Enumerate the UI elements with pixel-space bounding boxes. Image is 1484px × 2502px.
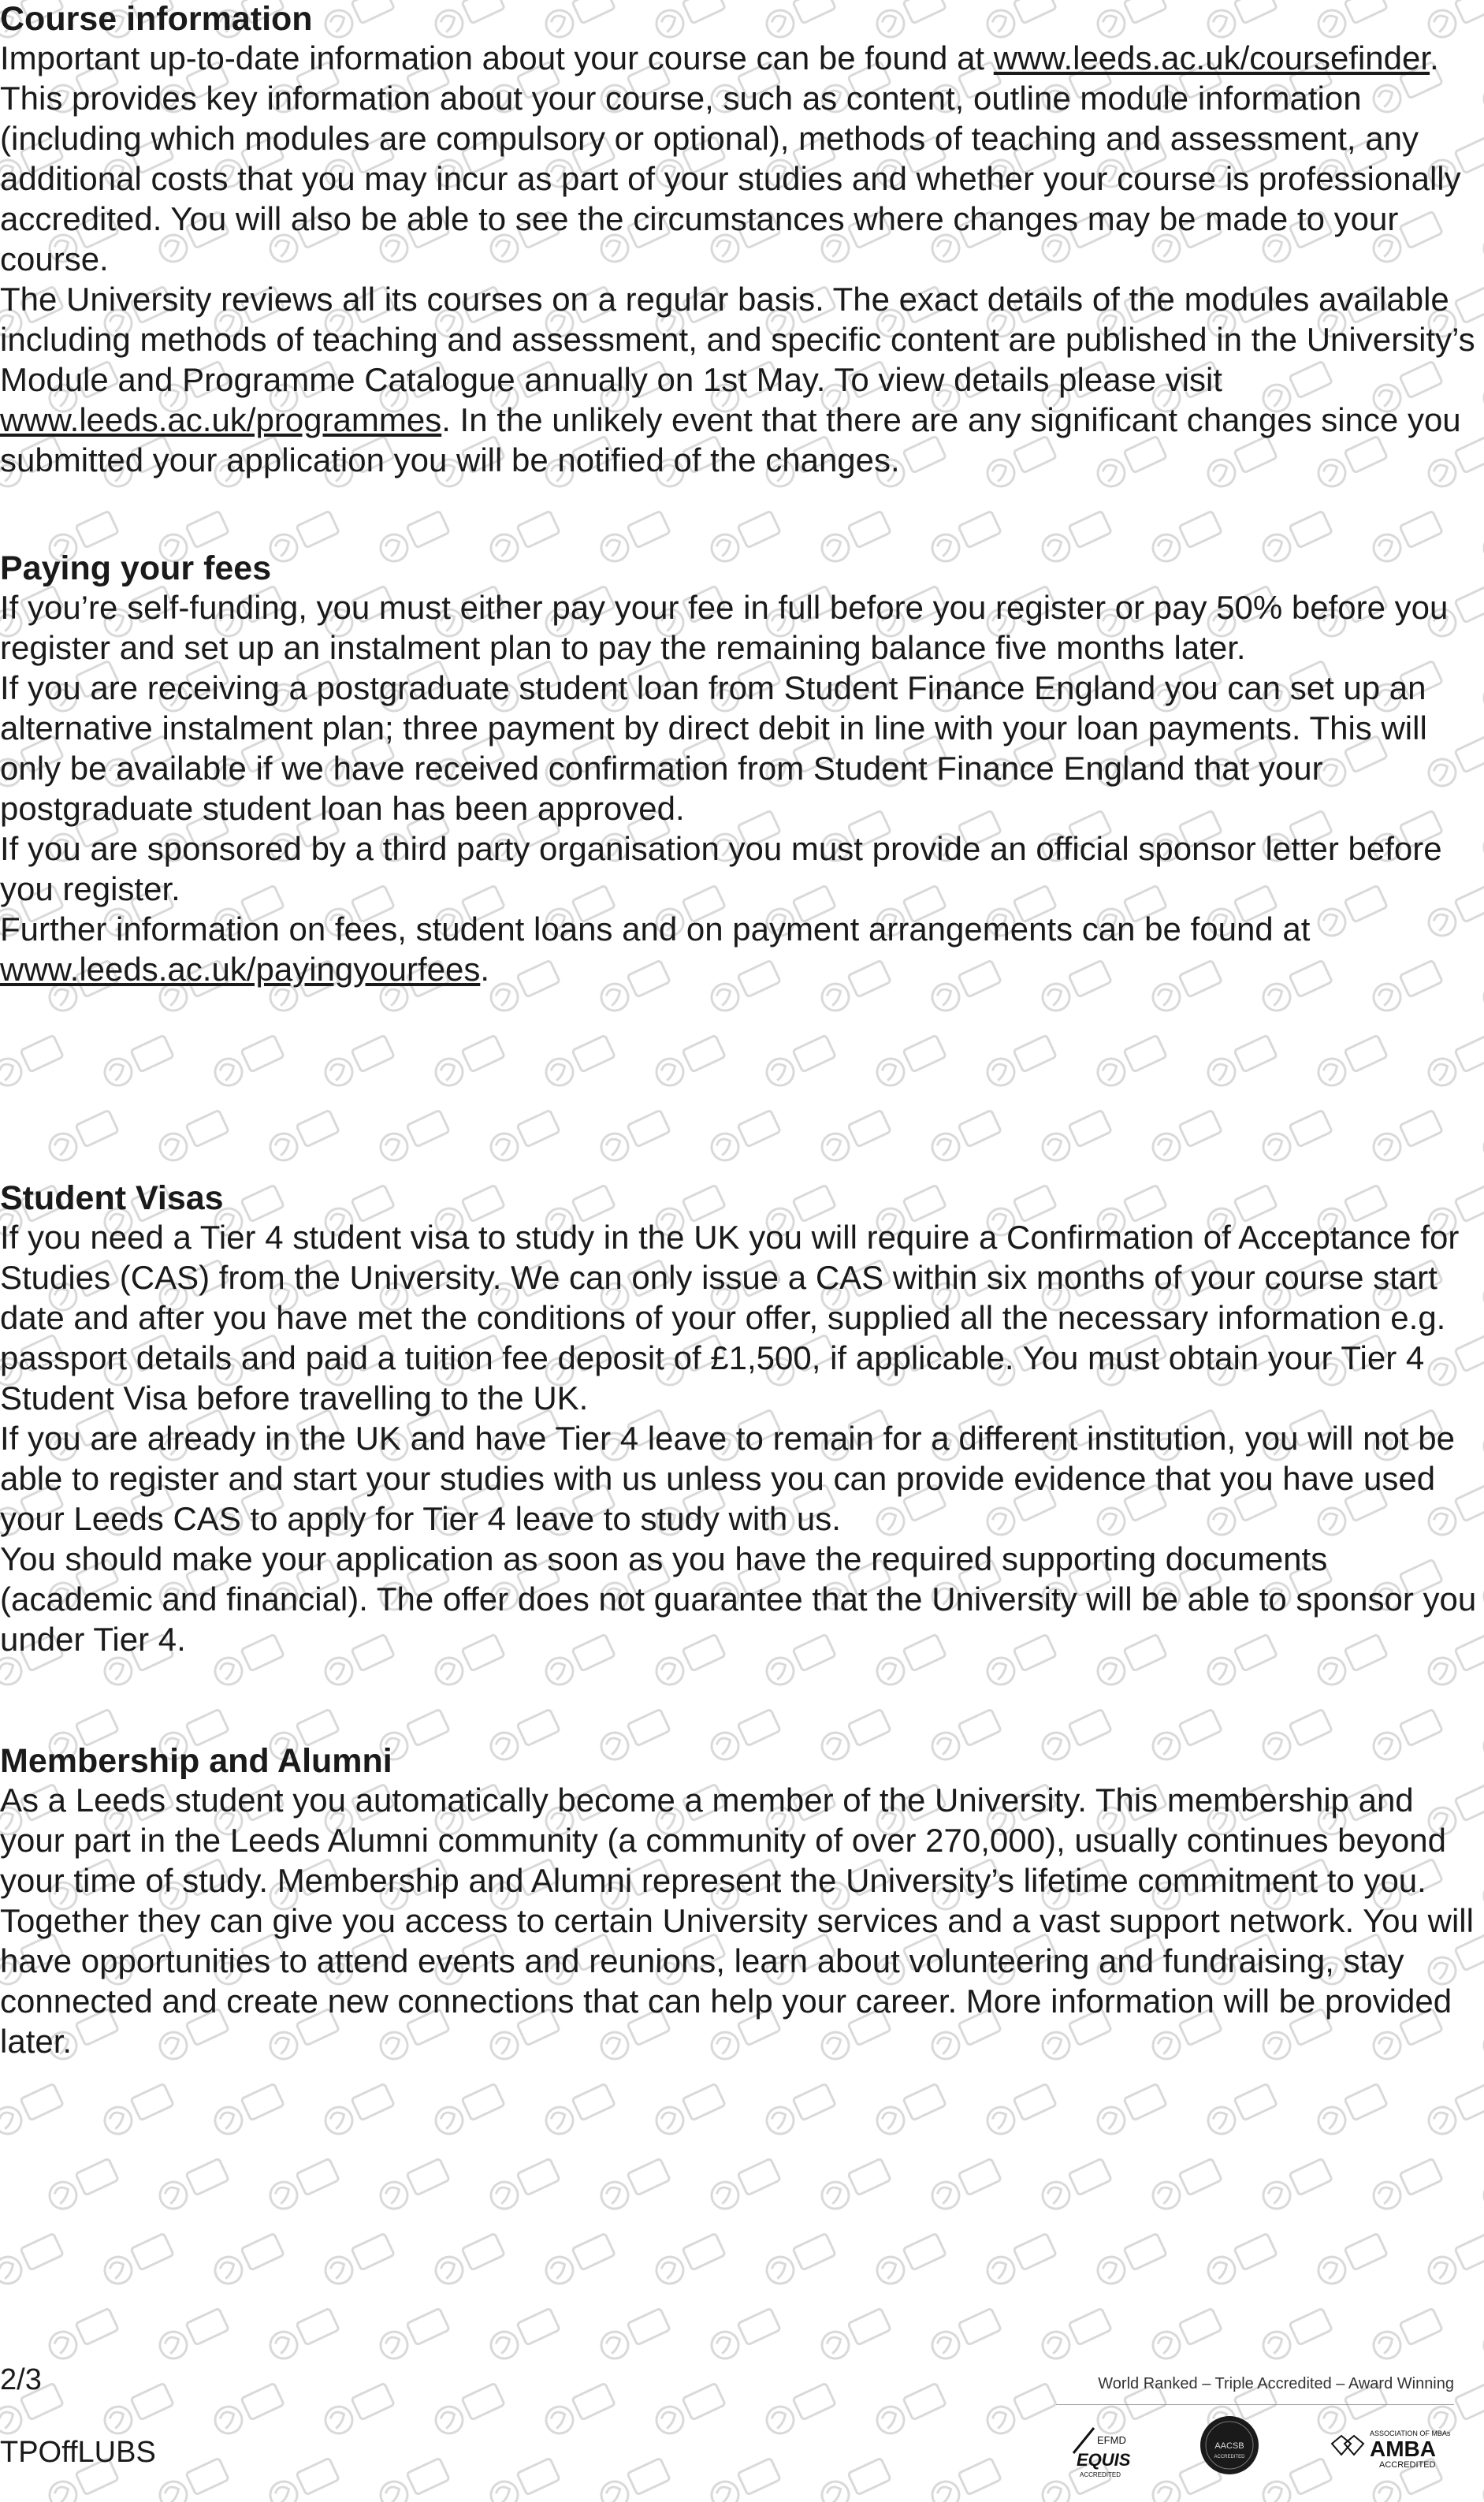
watermark-mark bbox=[652, 2083, 727, 2138]
watermark-mark bbox=[1203, 2083, 1278, 2138]
watermark-mark bbox=[817, 1110, 892, 1164]
paragraph: Important up-to-date information about your course can be found at www.leeds.ac.uk/coursefinder. This provides key information about your course, such as content, outline module information (including which modules are compulsory or optional), methods of teaching and assessment, any additional costs that you may incur as part of your studies and whether your course is professionally accredited. You will also be able to see the circumstances where changes may be made to your course. bbox=[0, 39, 1461, 277]
watermark-mark bbox=[1369, 2308, 1444, 2362]
watermark-mark bbox=[0, 2083, 65, 2138]
watermark-mark bbox=[928, 2158, 1002, 2213]
watermark-mark bbox=[1259, 1110, 1333, 1164]
watermark-mark bbox=[210, 2383, 285, 2437]
watermark-mark bbox=[431, 1035, 506, 1089]
watermark-mark bbox=[1038, 2308, 1113, 2362]
watermark-mark bbox=[210, 2233, 285, 2288]
watermark-mark bbox=[431, 2383, 506, 2437]
watermark-mark bbox=[0, 2233, 65, 2288]
heading-paying-fees: Paying your fees bbox=[0, 549, 272, 587]
section-course-information bbox=[0, 0, 1480, 480]
accreditation-logos bbox=[1056, 2414, 1458, 2485]
watermark-mark bbox=[652, 1035, 727, 1089]
watermark-mark bbox=[45, 2158, 120, 2213]
paragraph: If you’re self-funding, you must either pay your fee in full before you register or pay 50% before you register and set up an instalment plan to pay the remaining balance five months later. bbox=[0, 589, 1449, 666]
watermark-mark bbox=[872, 2383, 947, 2437]
page-number: 2/3 bbox=[0, 2363, 42, 2396]
watermark-mark bbox=[1424, 2083, 1484, 2138]
watermark-mark bbox=[45, 1110, 120, 1164]
watermark-mark bbox=[541, 2383, 616, 2437]
paragraph: You should make your application as soon as you have the required supporting documents (academic and financial). The offer does not guarantee that the University will be able to sponsor you under Tier 4. bbox=[0, 1540, 1477, 1658]
svg-text:AACSB: AACSB bbox=[1214, 2441, 1244, 2451]
watermark-mark bbox=[1259, 2158, 1333, 2213]
watermark-mark bbox=[100, 2083, 175, 2138]
watermark-mark bbox=[431, 2233, 506, 2288]
watermark-mark bbox=[1369, 1110, 1444, 1164]
watermark-mark bbox=[376, 2158, 451, 2213]
watermark-mark bbox=[597, 2158, 671, 2213]
svg-text:EFMD: EFMD bbox=[1097, 2434, 1126, 2446]
watermark-mark bbox=[1203, 2233, 1278, 2288]
watermark-mark bbox=[266, 2158, 340, 2213]
watermark-mark bbox=[707, 2458, 782, 2502]
watermark-mark bbox=[541, 2083, 616, 2138]
heading-course-information: Course information bbox=[0, 0, 313, 38]
watermark-mark bbox=[707, 2308, 782, 2362]
equis-logo bbox=[1056, 2422, 1151, 2485]
watermark-mark bbox=[983, 2383, 1058, 2437]
watermark-mark bbox=[0, 1035, 65, 1089]
watermark-mark bbox=[817, 2308, 892, 2362]
watermark-mark bbox=[155, 2458, 230, 2502]
watermark-mark bbox=[872, 1035, 947, 1089]
watermark-mark bbox=[486, 2158, 561, 2213]
watermark-mark bbox=[1479, 1110, 1484, 1164]
watermark-mark bbox=[762, 2083, 837, 2138]
watermark-mark bbox=[983, 2083, 1058, 2138]
watermark-mark bbox=[155, 1110, 230, 1164]
svg-text:EQUIS: EQUIS bbox=[1077, 2450, 1131, 2470]
watermark-mark bbox=[762, 2233, 837, 2288]
watermark-mark bbox=[1369, 2158, 1444, 2213]
watermark-mark bbox=[983, 2233, 1058, 2288]
svg-text:AMBA: AMBA bbox=[1370, 2437, 1436, 2461]
watermark-mark bbox=[100, 2233, 175, 2288]
document-reference: TPOffLUBS bbox=[0, 2436, 156, 2469]
watermark-mark bbox=[1479, 2308, 1484, 2362]
paragraph: As a Leeds student you automatically become a member of the University. This membership and your part in the Leeds Alumni community (a community of over 270,000), usually continues beyond your time of study. Membership and Alumni represent the University’s lifetime commitment to you. Together they can give you access to certain University services and a vast support network. You will have opportunities to attend events and reunions, learn about volunteering and fundraising, stay connected and create new connections that can help your career. More information will be provided later. bbox=[0, 1782, 1474, 2060]
watermark-mark bbox=[45, 2308, 120, 2362]
heading-student-visas: Student Visas bbox=[0, 1179, 224, 1217]
watermark-mark bbox=[1314, 1035, 1389, 1089]
watermark-mark bbox=[707, 1110, 782, 1164]
section-student-visas bbox=[0, 1179, 1480, 1659]
watermark-mark bbox=[321, 1035, 396, 1089]
watermark-mark bbox=[1093, 1035, 1168, 1089]
watermark-mark bbox=[210, 1035, 285, 1089]
watermark-mark bbox=[266, 2308, 340, 2362]
paragraph: If you are already in the UK and have Tier 4 leave to remain for a different institution, you will not be able to register and start your studies with us unless you can provide evidence that you have used your Leeds CAS to apply for Tier 4 leave to study with us. bbox=[0, 1420, 1455, 1537]
section-paying-fees bbox=[0, 549, 1480, 989]
footer-divider bbox=[1056, 2404, 1454, 2405]
watermark-mark bbox=[1314, 2083, 1389, 2138]
watermark-mark bbox=[652, 2383, 727, 2437]
watermark-mark bbox=[1479, 2158, 1484, 2213]
watermark-mark bbox=[1148, 1110, 1223, 1164]
watermark-mark bbox=[1314, 2233, 1389, 2288]
watermark-mark bbox=[1424, 2233, 1484, 2288]
watermark-mark bbox=[1093, 2083, 1168, 2138]
watermark-mark bbox=[541, 2233, 616, 2288]
watermark-mark bbox=[762, 2383, 837, 2437]
heading-membership-alumni: Membership and Alumni bbox=[0, 1742, 392, 1780]
watermark-mark bbox=[1424, 1035, 1484, 1089]
watermark-mark bbox=[376, 2308, 451, 2362]
paragraph: If you are sponsored by a third party organisation you must provide an official sponsor letter before you register. bbox=[0, 830, 1442, 907]
paragraph: If you are receiving a postgraduate student loan from Student Finance England you can set up an alternative instalment plan; three payment by direct debit in line with your loan payments. This will only be available if we have received confirmation from Student Finance England that your postgraduate student loan has been approved. bbox=[0, 669, 1427, 827]
watermark-mark bbox=[928, 1110, 1002, 1164]
link-coursefinder[interactable]: www.leeds.ac.uk/coursefinder bbox=[993, 39, 1430, 76]
watermark-mark bbox=[321, 2233, 396, 2288]
paragraph: If you need a Tier 4 student visa to study in the UK you will require a Confirmation of Acceptance for Studies (CAS) from the University. We can only issue a CAS within six months of your course start date and after you have met the conditions of your offer, supplied all the necessary information e.g. passport details and paid a tuition fee deposit of £1,500, if applicable. You must obtain your Tier 4 Student Visa before travelling to the UK. bbox=[0, 1219, 1460, 1417]
svg-text:ACCREDITED: ACCREDITED bbox=[1379, 2460, 1436, 2470]
watermark-mark bbox=[928, 2308, 1002, 2362]
svg-text:ACCREDITED: ACCREDITED bbox=[1214, 2455, 1245, 2459]
watermark-mark bbox=[155, 2158, 230, 2213]
link-programmes[interactable]: www.leeds.ac.uk/programmes bbox=[0, 401, 442, 438]
link-payingyourfees[interactable]: www.leeds.ac.uk/payingyourfees bbox=[0, 951, 481, 988]
watermark-mark bbox=[872, 2083, 947, 2138]
paragraph: Further information on fees, student loans and on payment arrangements can be found at www.leeds.ac.uk/payingyourfees. bbox=[0, 910, 1311, 988]
aacsb-logo bbox=[1198, 2414, 1261, 2477]
svg-text:ACCREDITED: ACCREDITED bbox=[1080, 2471, 1121, 2478]
watermark-mark bbox=[100, 1035, 175, 1089]
watermark-mark bbox=[707, 2158, 782, 2213]
watermark-mark bbox=[817, 2158, 892, 2213]
watermark-mark bbox=[210, 2083, 285, 2138]
watermark-mark bbox=[1093, 2233, 1168, 2288]
watermark-mark bbox=[817, 2458, 892, 2502]
watermark-mark bbox=[1203, 1035, 1278, 1089]
watermark-mark bbox=[321, 2383, 396, 2437]
watermark-mark bbox=[100, 2383, 175, 2437]
amba-logo bbox=[1324, 2422, 1462, 2477]
watermark-mark bbox=[928, 2458, 1002, 2502]
watermark-mark bbox=[597, 2458, 671, 2502]
watermark-mark bbox=[1148, 2308, 1223, 2362]
watermark-mark bbox=[1038, 1110, 1113, 1164]
watermark-mark bbox=[155, 2308, 230, 2362]
watermark-mark bbox=[486, 1110, 561, 1164]
watermark-mark bbox=[652, 2233, 727, 2288]
watermark-mark bbox=[872, 2233, 947, 2288]
section-membership-alumni bbox=[0, 1742, 1480, 2061]
svg-text:ASSOCIATION OF MBAs: ASSOCIATION OF MBAs bbox=[1370, 2429, 1451, 2437]
watermark-mark bbox=[1259, 2308, 1333, 2362]
paragraph: The University reviews all its courses on a regular basis. The exact details of the modules available including methods of teaching and assessment, and specific content are published in the University’s Module and Programme Catalogue annually on 1st May. To view details please visit www.leeds.ac.uk/programmes. In the unlikely event that there are any significant changes since you submitted your application you will be notified of the changes. bbox=[0, 281, 1475, 478]
watermark-mark bbox=[983, 1035, 1058, 1089]
watermark-mark bbox=[486, 2308, 561, 2362]
watermark-mark bbox=[597, 2308, 671, 2362]
watermark-mark bbox=[266, 1110, 340, 1164]
watermark-mark bbox=[1038, 2158, 1113, 2213]
watermark-mark bbox=[376, 2458, 451, 2502]
watermark-mark bbox=[321, 2083, 396, 2138]
watermark-mark bbox=[597, 1110, 671, 1164]
watermark-mark bbox=[762, 1035, 837, 1089]
watermark-mark bbox=[1479, 2458, 1484, 2502]
footer-tagline: World Ranked – Triple Accredited – Award Winning bbox=[1098, 2375, 1454, 2392]
watermark-mark bbox=[266, 2458, 340, 2502]
watermark-mark bbox=[431, 2083, 506, 2138]
watermark-mark bbox=[486, 2458, 561, 2502]
watermark-mark bbox=[1148, 2158, 1223, 2213]
watermark-mark bbox=[541, 1035, 616, 1089]
watermark-mark bbox=[376, 1110, 451, 1164]
